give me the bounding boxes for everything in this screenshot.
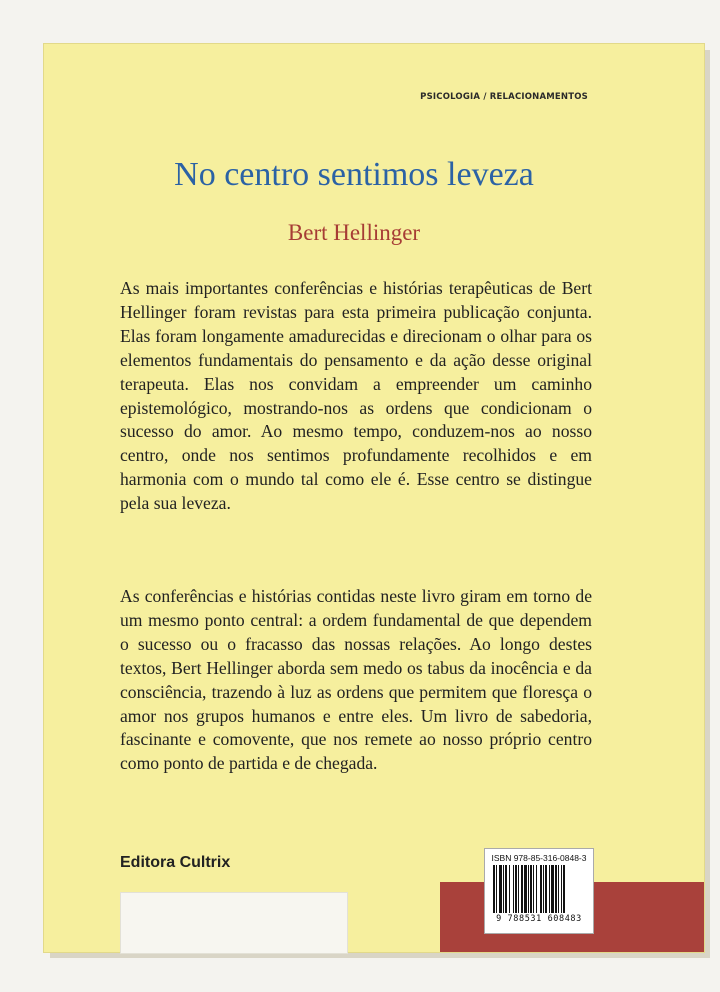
isbn-text: ISBN 978-85-316-0848-3 [491, 853, 587, 863]
publisher-name: Editora Cultrix [120, 854, 231, 871]
ean-digits: 9 788531 608483 [496, 914, 582, 924]
blurb-paragraph-1: As mais importantes conferências e histórias terapêuticas de Bert Hellinger foram revistas para esta primeira publicação conjunta. Elas foram longamente amadurecidas e direcionam o olhar para os elementos fundamentais do pensamento e da ação desse original terapeuta. Elas nos convidam a empreender um caminho epistemológico, mostrando-nos as ordens que condicionam o sucesso do amor. Ao mesmo tempo, conduzem-nos ao nosso centro, onde nos sentimos profundamente recolhidos e em harmonia com o mundo tal como ele é. Esse centro se distingue pela sua leveza. [120, 278, 592, 514]
book-author: Bert Hellinger [287, 220, 421, 245]
category-label: PSICOLOGIA / RELACIONAMENTOS [420, 92, 588, 102]
barcode-box [484, 848, 594, 934]
book-back-cover [44, 44, 704, 952]
book-title: No centro sentimos leveza [174, 156, 534, 193]
blurb-paragraph-2: As conferências e histórias contidas neste livro giram em torno de um mesmo ponto central: a ordem fundamental de que dependem o sucesso ou o fracasso das nossas relações. Ao longo destes textos, Bert Hellinger aborda sem medo os tabus da inocência e da consciência, trazendo à luz as ordens que permitem que floresça o amor nos grupos humanos e entre eles. Um livro de sabedoria, fascinante e comovente, que nos remete ao nosso próprio centro como ponto de partida e de chegada. [120, 586, 592, 774]
label-sticker [120, 892, 348, 954]
barcode-icon [491, 865, 587, 913]
